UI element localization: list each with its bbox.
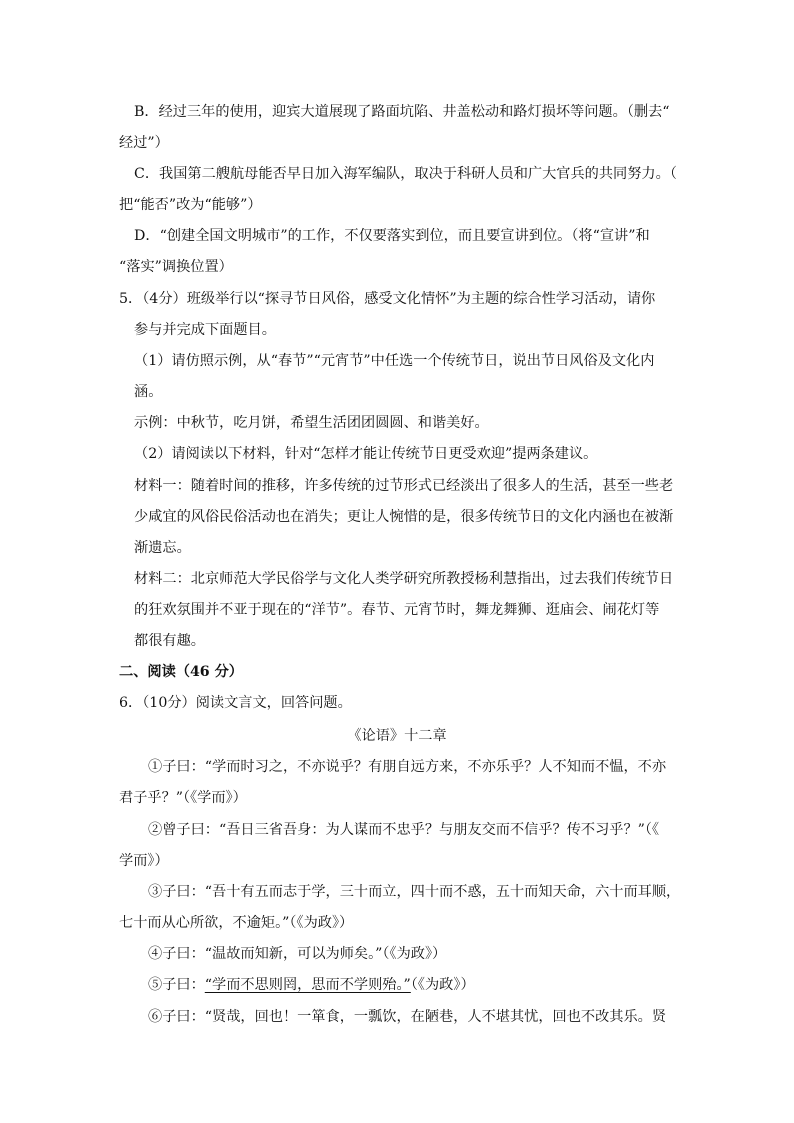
question-5-sub-2: （2）请阅读以下材料，针对“怎样才能让传统节日更受欢迎”提两条建议。 [134,446,598,462]
chapter-1-line-2: 君子乎？”（《学而》） [119,790,247,806]
section-2-heading: 二、阅读（46 分） [119,664,243,680]
question-5-example: 示例：中秋节，吃月饼，希望生活团团圆圆、和谐美好。 [134,415,489,431]
question-4-option-c-line-1: C．我国第二艘航母能否早日加入海军编队，取决于科研人员和广大官兵的共同努力。（ [134,166,677,182]
chapter-5-prefix: ⑤子曰： [148,977,205,993]
chapter-3-line-1: ③子曰：“吾十有五而志于学，三十而立，四十而不惑，五十而知天命，六十而耳顺， [148,884,681,900]
chapter-5-source: （《为政》） [410,977,475,993]
question-5-line-1: 5．（4分）班级举行以“探寻节日风俗，感受文化情怀”为主题的综合性学习活动，请你 [119,291,656,307]
chapter-2-line-1: ②曾子曰：“吾日三省吾身：为人谋而不忠乎？与朋友交而不信乎？传不习乎？”（《 [148,822,660,838]
question-4-option-c-line-2: 把“能否”改为“能够”） [119,197,262,213]
chapter-2-line-2: 学而》） [119,853,169,869]
chapter-5-line [148,975,475,995]
question-4-option-d-line-2: “落实”调换位置） [119,259,233,275]
question-6-line: 6．（10分）阅读文言文，回答问题。 [119,695,352,711]
material-2-line-3: 都很有趣。 [134,633,205,649]
question-4-option-d-line-1: D．“创建全国文明城市”的工作，不仅要落实到位，而且要宣讲到位。（将“宣讲”和 [134,228,650,244]
chapter-4-line: ④子曰：“温故而知新，可以为师矣。”（《为政》） [148,946,447,962]
question-5-sub-1-line-2: 涵。 [134,384,163,400]
question-4-option-b-line-1: B．经过三年的使用，迎宾大道展现了路面坑陷、井盖松动和路灯损坏等问题。（删去“ [134,104,670,120]
chapter-6-line-1: ⑥子曰：“贤哉，回也！一箪食，一瓢饮，在陋巷，人不堪其忧，回也不改其乐。贤 [148,1009,667,1025]
passage-title: 《论语》十二章 [347,728,447,744]
chapter-3-line-2: 七十而从心所欲，不逾矩。”（《为政》） [119,915,354,931]
chapter-1-line-1: ①子曰：“学而时习之，不亦说乎？有朋自远方来，不亦乐乎？人不知而不愠，不亦 [148,759,667,775]
material-1-line-3: 渐遗忘。 [134,540,191,556]
material-2-line-1: 材料二：北京师范大学民俗学与文化人类学研究所教授杨利慧指出，过去我们传统节日 [134,571,674,587]
chapter-5-underlined-quote: “学而不思则罔，思而不学则殆。” [204,977,411,993]
material-1-line-1: 材料一：随着时间的推移，许多传统的过节形式已经淡出了很多人的生活，甚至一些老 [134,478,674,494]
question-5-line-2: 参与并完成下面题目。 [134,322,276,338]
material-1-line-2: 少咸宜的风俗民俗活动也在消失；更让人惋惜的是，很多传统节日的文化内涵也在被渐 [134,509,674,525]
question-5-sub-1-line-1: （1）请仿照示例，从“春节”“元宵节”中任选一个传统节日，说出节日风俗及文化内 [134,353,655,369]
material-2-line-2: 的狂欢氛围并不亚于现在的“洋节”。春节、元宵节时，舞龙舞狮、逛庙会、闹花灯等 [134,602,660,618]
question-4-option-b-line-2: 经过”） [119,135,169,151]
